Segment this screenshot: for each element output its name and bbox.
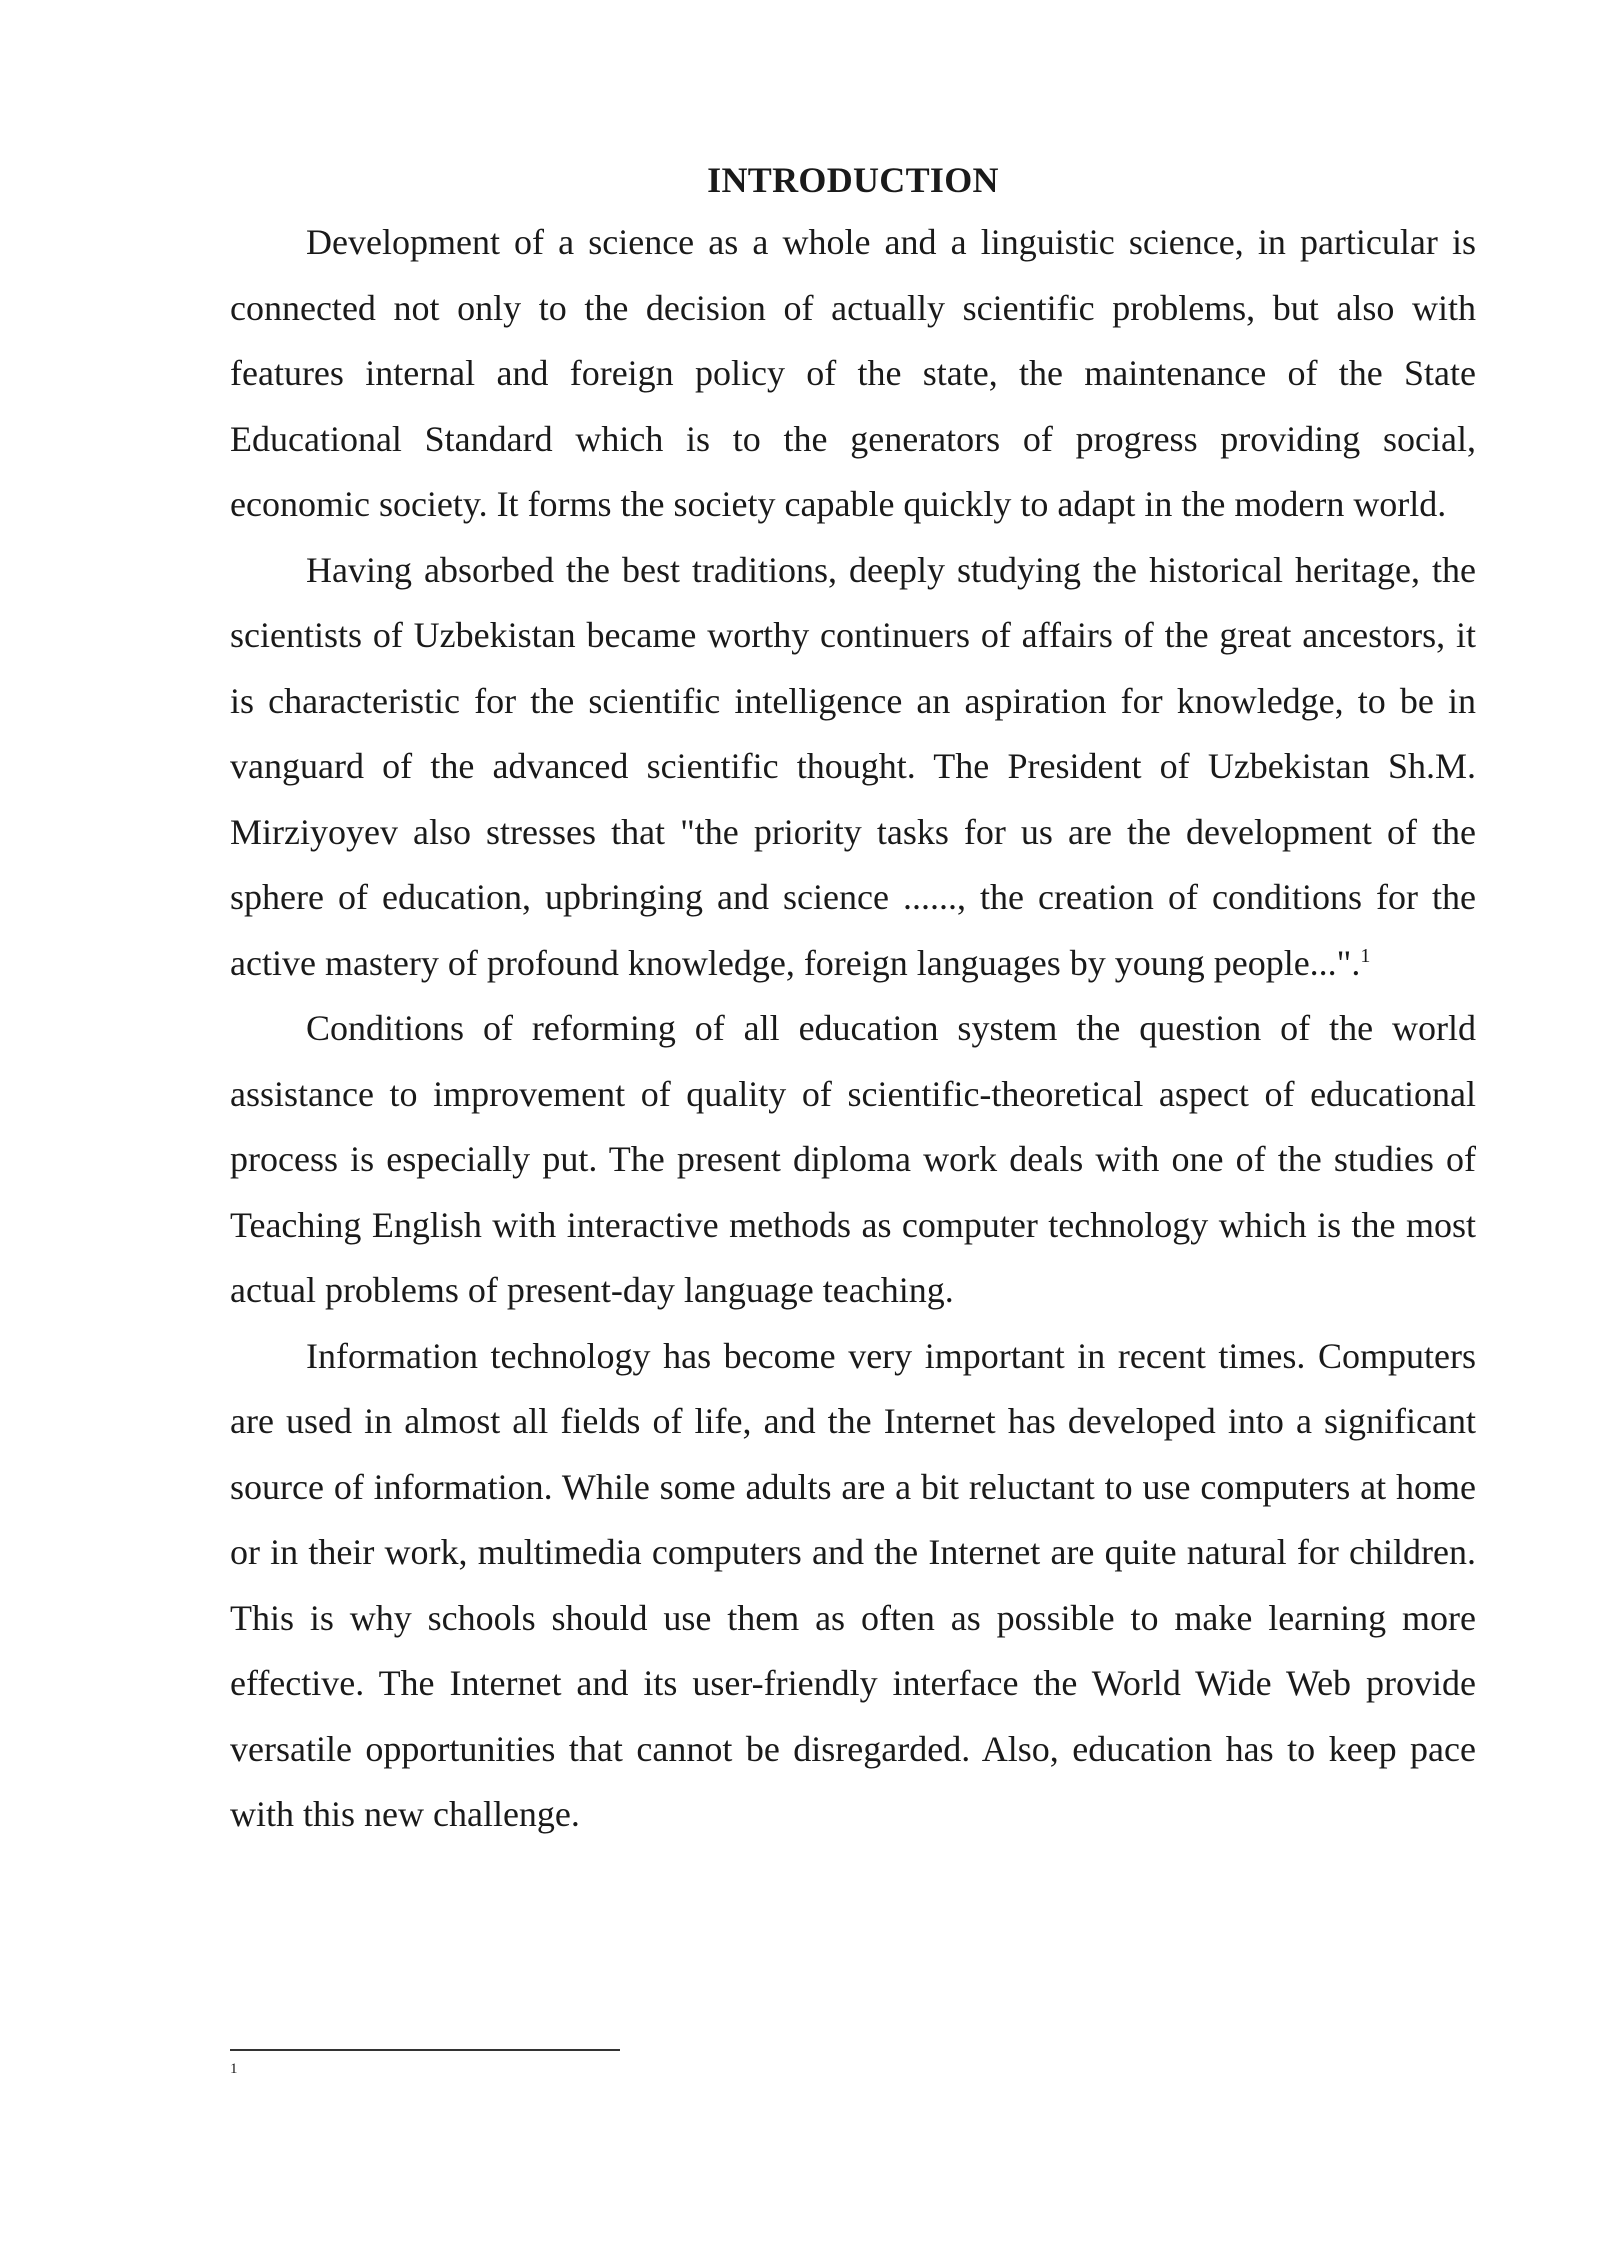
paragraph-1 xyxy=(230,210,1476,538)
paragraph-3-text: Conditions of reforming of all education system the question of the world assistance to improvement of quality of scientific-theoretical aspect of educational process is especially put. The present diploma work deals with one of the studies of Teaching English with interactive methods as computer technology which is the most actual problems of present-day language teaching. xyxy=(230,1008,1476,1310)
paragraph-4 xyxy=(230,1324,1476,1848)
paragraph-4-text: Information technology has become very important in recent times. Computers are used in almost all fields of life, and the Internet has developed into a significant source of information. While some adults are a bit reluctant to use computers at home or in their work, multimedia computers and the Internet are quite natural for children. This is why schools should use them as often as possible to make learning more effective. The Internet and its user-friendly interface the World Wide Web provide versatile opportunities that cannot be disregarded. Also, education has to keep pace with this new challenge. xyxy=(230,1335,1476,1834)
paragraph-2-text: Having absorbed the best traditions, deeply studying the historical heritage, the scientists of Uzbekistan became worthy continuers of affairs of the great ancestors, it is characteristic for the scientific intelligence an aspiration for knowledge, to be in vanguard of the advanced scientific thought. The President of Uzbekistan Sh.M. Mirziyoyev also stresses that "the priority tasks for us are the development of the sphere of education, upbringing and science ......, the creation of conditions for the active mastery of profound knowledge, foreign languages by young people...". xyxy=(230,549,1476,983)
paragraph-1-text: Development of a science as a whole and a linguistic science, in particular is connected not only to the decision of actually scientific problems, but also with features internal and foreign policy of the state, the maintenance of the State Educational Standard which is to the generators of progress providing social, economic society. It forms the society capable quickly to adapt in the modern world. xyxy=(230,222,1476,524)
footnote-separator xyxy=(230,2049,620,2051)
page-title: INTRODUCTION xyxy=(707,160,999,200)
document-page xyxy=(230,160,1476,1848)
footnote-number: 1 xyxy=(230,2061,238,2077)
paragraph-2 xyxy=(230,538,1476,997)
footnote xyxy=(230,2060,238,2078)
footnote-reference[interactable]: 1 xyxy=(1360,944,1371,967)
paragraph-3 xyxy=(230,996,1476,1324)
